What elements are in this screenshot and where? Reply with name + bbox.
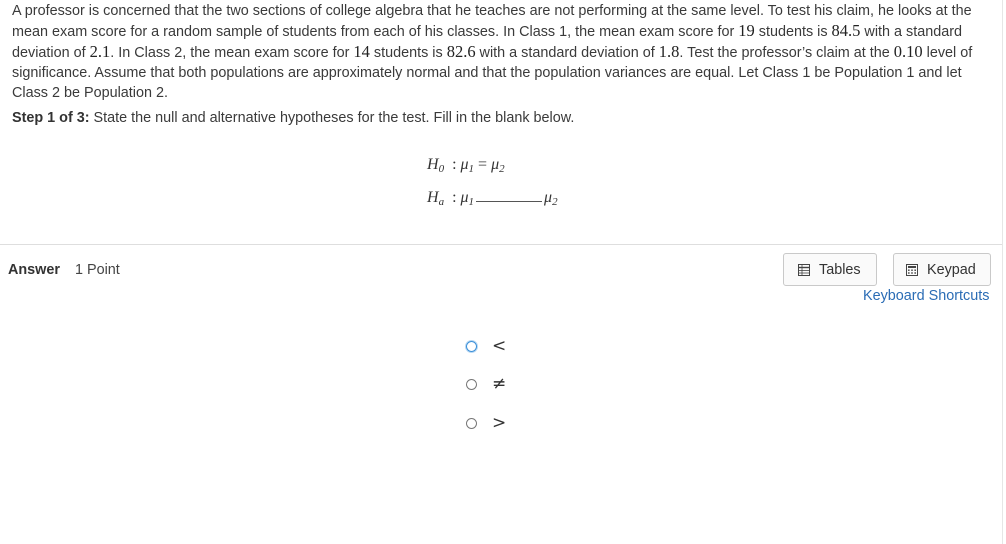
option-label: ≠ (492, 374, 507, 394)
class1-mean: 84.5 (831, 21, 861, 40)
class2-sd: 1.8 (658, 42, 680, 61)
option-label: < (492, 336, 507, 356)
tables-button-label: Tables (819, 261, 861, 278)
problem-text: level of significance. Assume that both populations are approximately normal and that the population variances are equal. Let Class 1 be Population 1 and let Class 2 be Population 2. (12, 45, 973, 101)
problem-text: with a standard deviation of (12, 24, 963, 61)
answer-blank[interactable] (476, 189, 542, 202)
problem-statement (12, 1, 987, 103)
class1-sample-size: 19 (738, 21, 755, 40)
option-not-equal[interactable] (466, 375, 506, 393)
ha-symbol: H (427, 189, 439, 206)
option-less-than[interactable] (466, 337, 506, 355)
problem-text: . In Class 2, the mean exam score for (110, 45, 354, 61)
keypad-button[interactable] (893, 253, 991, 286)
option-greater-than[interactable] (466, 414, 506, 432)
class1-sd: 2.1 (89, 42, 111, 61)
h0-symbol: H (427, 156, 439, 173)
significance-level: 0.10 (893, 42, 923, 61)
section-divider (0, 244, 1002, 245)
ha-colon: : (448, 189, 457, 206)
alternative-hypothesis (427, 189, 558, 208)
mu2-subscript: 2 (499, 163, 505, 175)
problem-text: A professor is concerned that the two sections of college algebra that he teaches are not performing at the same level. To test his claim, he looks at the mean exam score for a random sample of students from each of his classes. In Class 1, the mean exam score for (12, 3, 972, 40)
radio-button[interactable] (466, 418, 477, 429)
h0-subscript: 0 (438, 163, 445, 175)
mu1-symbol: μ (460, 189, 469, 206)
mu2-symbol: μ (491, 156, 500, 173)
mu1-symbol: μ (460, 156, 469, 173)
mu1-subscript: 1 (468, 196, 475, 208)
mu2-subscript: 2 (552, 196, 558, 208)
points-label: 1 Point (75, 262, 120, 278)
keypad-button-label: Keypad (927, 261, 976, 278)
mu1-subscript: 1 (468, 163, 475, 175)
step-instruction (12, 110, 574, 126)
problem-text: students is (754, 24, 832, 40)
mu2-symbol: μ (544, 189, 553, 206)
class2-sample-size: 14 (353, 42, 370, 61)
problem-text: students is (369, 45, 447, 61)
h0-operator: = (478, 156, 488, 173)
panel-border (1002, 0, 1003, 544)
null-hypothesis (427, 156, 505, 175)
problem-text: . Test the professor’s claim at the (679, 45, 894, 61)
answer-label: Answer (8, 262, 60, 278)
radio-button[interactable] (466, 341, 477, 352)
radio-button[interactable] (466, 379, 477, 390)
step-text: State the null and alternative hypotheses for the test. Fill in the blank below. (89, 110, 575, 126)
calculator-icon (906, 264, 918, 276)
option-label: > (492, 413, 507, 433)
problem-text: with a standard deviation of (475, 45, 659, 61)
keyboard-shortcuts-link[interactable]: Keyboard Shortcuts (863, 288, 990, 304)
class2-mean: 82.6 (446, 42, 476, 61)
table-grid-icon (798, 264, 810, 276)
ha-subscript: a (438, 196, 445, 208)
tables-button[interactable] (783, 253, 877, 286)
h0-colon: : (448, 156, 457, 173)
step-label: Step 1 of 3: (12, 110, 90, 126)
